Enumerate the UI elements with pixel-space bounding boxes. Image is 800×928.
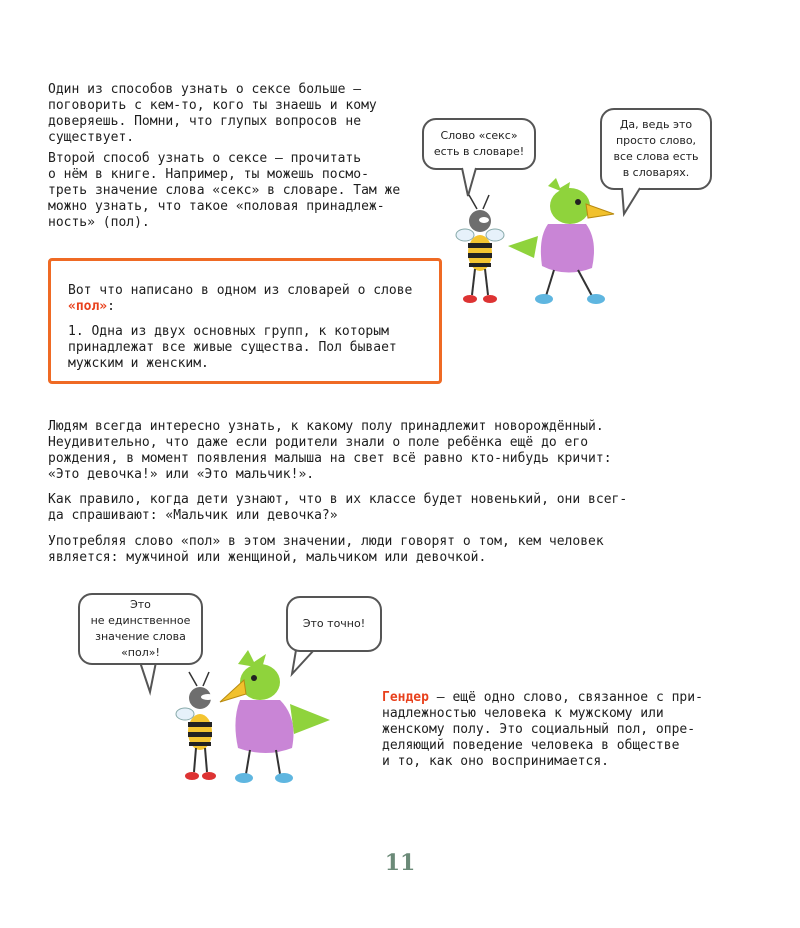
gender-first-line-text: — ещё одно слово, связанное с при- bbox=[428, 690, 703, 705]
gender-paragraph: надлежностью человека к мужскому или женскому полу. Это социальный пол, опре- деляющий поведение человека в обществе и то, как оно воспринимается. bbox=[382, 706, 696, 769]
parrot-character bbox=[508, 178, 618, 313]
second-way-paragraph: Второй способ узнать о сексе — прочитать о нём в книге. Например, ты можешь посмо- треть значение слова «секс» в словаре. Там же можно узнать, что такое «половая принадлеж- ность» (пол). bbox=[48, 151, 401, 230]
dictionary-term: «пол» bbox=[68, 299, 108, 314]
speech-bubble-parrot: Да, ведь это просто слово, все слова есть в словарях. bbox=[600, 108, 712, 190]
intro-paragraph: Один из способов узнать о сексе больше — поговорить с кем-то, кого ты знаешь и кому доверяешь. Помни, что глупых вопросов не существует. bbox=[48, 82, 377, 145]
speech-bubble-bee-bottom: Это не единственное значение слова «пол»! bbox=[78, 593, 203, 665]
classroom-paragraph: Как правило, когда дети узнают, что в их классе будет новенький, они всег- да спрашивают: «Мальчик или девочка?» bbox=[48, 492, 628, 523]
dictionary-definition: 1. Одна из двух основных групп, к которым принадлежат все живые существа. Пол бывает мужским и женским. bbox=[68, 324, 397, 371]
gender-first-line bbox=[382, 690, 703, 706]
dictionary-term-suffix: : bbox=[107, 299, 115, 314]
page-number: 11 bbox=[384, 850, 416, 876]
parrot-character-bottom bbox=[218, 650, 338, 790]
newborn-paragraph: Людям всегда интересно узнать, к какому полу принадлежит новорождённый. Неудивительно, что даже если родители знали о поле ребёнка ещё до его рождения, в момент появления малыша на свет всё равно кто-нибудь кричит: «Это девочка!» или «Это мальчик!». bbox=[48, 419, 612, 482]
dictionary-intro-text: Вот что написано в одном из словарей о слове bbox=[68, 283, 413, 298]
speech-bubble-parrot-bottom: Это точно! bbox=[286, 596, 382, 652]
gender-term: Гендер bbox=[382, 690, 429, 705]
bee-character bbox=[455, 195, 515, 310]
speech-bubble-bee: Слово «секс» есть в словаре! bbox=[422, 118, 536, 170]
meaning-paragraph: Употребляя слово «пол» в этом значении, люди говорят о том, кем человек является: мужчиной или женщиной, мальчиком или девочкой. bbox=[48, 534, 604, 565]
